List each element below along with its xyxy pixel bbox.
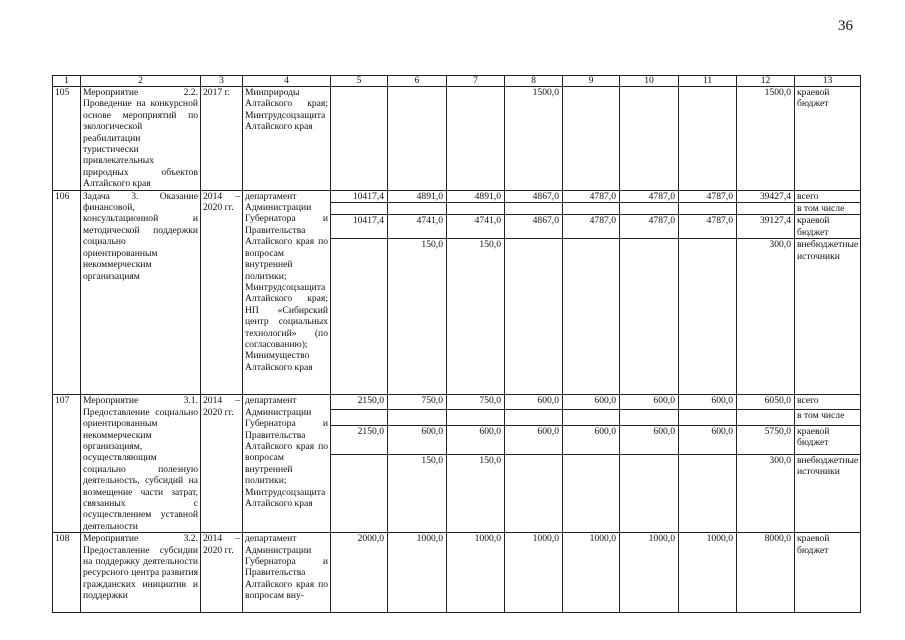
amount-cell: 4787,0 (620, 190, 679, 202)
amount-cell (505, 239, 563, 395)
amount-cell (331, 239, 388, 395)
executors-cell: департамент Администрации Губернатора и Правительства Алтайского края по вопросам внутренней политики; Минтрудсоцзащита Алтайского края; НП «Сибирский центр социальных технологий» (по согласованию); Минимущество Алтайского края (243, 190, 331, 395)
amount-cell (679, 454, 737, 532)
column-number-cell: 8 (505, 76, 563, 87)
amount-cell (620, 239, 679, 395)
amount-cell: 600,0 (563, 425, 620, 454)
amount-cell: 1000,0 (447, 533, 505, 613)
column-number-cell: 5 (331, 76, 388, 87)
amount-cell: 150,0 (447, 239, 505, 395)
amount-cell (388, 410, 447, 425)
table-body (53, 76, 861, 613)
amount-cell: 4891,0 (447, 190, 505, 202)
table-row (53, 533, 861, 613)
amount-cell: 300,0 (737, 239, 795, 395)
executors-cell: департамент Администрации Губернатора и Правительства Алтайского края по вопросам внутренней политики; Минтрудсоцзащита Алтайского края (243, 395, 331, 533)
row-number-cell: 108 (53, 533, 81, 613)
amount-cell (331, 410, 388, 425)
amount-cell: 4787,0 (679, 215, 737, 239)
amount-cell: 1500,0 (737, 87, 795, 191)
column-number-cell: 11 (679, 76, 737, 87)
funding-source-cell: краевой бюджет (795, 87, 861, 191)
amount-cell (620, 410, 679, 425)
amount-cell (505, 454, 563, 532)
amount-cell: 150,0 (388, 239, 447, 395)
activity-name-cell: Мероприятие 2.2. Проведение на конкурсной основе мероприятий по экологической реабилитации туристически привлекательных природных объектов Алтайского края (81, 87, 201, 191)
amount-cell: 4741,0 (388, 215, 447, 239)
column-number-cell: 2 (81, 76, 201, 87)
executors-cell: Минприроды Алтайского края; Минтрудсоцзащита Алтайского края (243, 87, 331, 191)
amount-cell: 600,0 (679, 425, 737, 454)
column-number-cell: 7 (447, 76, 505, 87)
amount-cell: 2150,0 (331, 425, 388, 454)
amount-cell: 6050,0 (737, 395, 795, 410)
funding-source-cell: краевой бюджет (795, 425, 861, 454)
amount-cell: 39427,4 (737, 190, 795, 202)
amount-cell: 4787,0 (679, 190, 737, 202)
amount-cell (563, 410, 620, 425)
column-number-cell: 10 (620, 76, 679, 87)
program-activities-table (52, 75, 861, 613)
amount-cell (331, 203, 388, 215)
column-number-cell: 6 (388, 76, 447, 87)
activity-name-cell: Мероприятие 3.1. Предоставление социально ориентированным некоммерческим организациям, осуществляющим социально полезную деятельность, субсидий на возмещение части затрат, связанных с осуществлением уставной деятельности (81, 395, 201, 533)
amount-cell (679, 203, 737, 215)
amount-cell: 600,0 (505, 425, 563, 454)
amount-cell: 4741,0 (447, 215, 505, 239)
column-number-cell: 4 (243, 76, 331, 87)
column-number-row (53, 76, 861, 87)
amount-cell: 8000,0 (737, 533, 795, 613)
amount-cell (563, 87, 620, 191)
amount-cell (388, 87, 447, 191)
amount-cell: 1000,0 (679, 533, 737, 613)
column-number-cell: 9 (563, 76, 620, 87)
amount-cell: 10417,4 (331, 215, 388, 239)
amount-cell (620, 454, 679, 532)
funding-source-cell: внебюджетные источники (795, 239, 861, 395)
funding-source-cell: в том числе (795, 203, 861, 215)
amount-cell (679, 410, 737, 425)
column-number-cell: 1 (53, 76, 81, 87)
amount-cell: 600,0 (388, 425, 447, 454)
table-row (53, 87, 861, 191)
page-number: 36 (838, 18, 853, 34)
column-number-cell: 3 (201, 76, 243, 87)
amount-cell: 4867,0 (505, 215, 563, 239)
amount-cell (679, 87, 737, 191)
amount-cell: 750,0 (388, 395, 447, 410)
period-cell: 2014 – 2020 гг. (201, 533, 243, 613)
amount-cell: 2000,0 (331, 533, 388, 613)
amount-cell: 1000,0 (505, 533, 563, 613)
amount-cell: 1000,0 (388, 533, 447, 613)
row-number-cell: 106 (53, 190, 81, 395)
amount-cell: 600,0 (679, 395, 737, 410)
column-number-cell: 13 (795, 76, 861, 87)
amount-cell: 150,0 (388, 454, 447, 532)
row-number-cell: 105 (53, 87, 81, 191)
amount-cell: 2150,0 (331, 395, 388, 410)
amount-cell: 600,0 (447, 425, 505, 454)
amount-cell (737, 203, 795, 215)
amount-cell (388, 203, 447, 215)
amount-cell: 10417,4 (331, 190, 388, 202)
amount-cell (737, 410, 795, 425)
amount-cell (331, 454, 388, 532)
amount-cell (447, 87, 505, 191)
amount-cell (505, 203, 563, 215)
amount-cell: 1500,0 (505, 87, 563, 191)
amount-cell (331, 87, 388, 191)
amount-cell: 1000,0 (563, 533, 620, 613)
amount-cell: 4787,0 (563, 190, 620, 202)
amount-cell: 39127,4 (737, 215, 795, 239)
amount-cell (505, 410, 563, 425)
funding-source-cell: краевой бюджет (795, 533, 861, 613)
activity-name-cell: Мероприятие 3.2. Предоставление субсидии на поддержку деятельности ресурсного центра развития гражданских инициатив и поддержки (81, 533, 201, 613)
amount-cell (563, 203, 620, 215)
amount-cell: 5750,0 (737, 425, 795, 454)
funding-source-cell: краевой бюджет (795, 215, 861, 239)
funding-source-cell: всего (795, 190, 861, 202)
amount-cell: 4867,0 (505, 190, 563, 202)
activity-name-cell: Задача 3. Оказание финансовой, консультационной и методической поддержки социально ориентированным некоммерческим организациям (81, 190, 201, 395)
amount-cell: 600,0 (563, 395, 620, 410)
amount-cell: 600,0 (620, 395, 679, 410)
amount-cell: 600,0 (620, 425, 679, 454)
amount-cell: 300,0 (737, 454, 795, 532)
funding-source-cell: в том числе (795, 410, 861, 425)
table-row (53, 190, 861, 202)
table-row (53, 395, 861, 410)
amount-cell (447, 203, 505, 215)
amount-cell: 750,0 (447, 395, 505, 410)
amount-cell (620, 87, 679, 191)
period-cell: 2014 – 2020 гг. (201, 190, 243, 395)
amount-cell (563, 239, 620, 395)
amount-cell: 150,0 (447, 454, 505, 532)
amount-cell: 4787,0 (563, 215, 620, 239)
column-number-cell: 12 (737, 76, 795, 87)
period-cell: 2014 – 2020 гг. (201, 395, 243, 533)
funding-source-cell: внебюджетные источники (795, 454, 861, 532)
amount-cell (679, 239, 737, 395)
executors-cell: департамент Администрации Губернатора и Правительства Алтайского края по вопросам вну- (243, 533, 331, 613)
amount-cell (447, 410, 505, 425)
row-number-cell: 107 (53, 395, 81, 533)
amount-cell: 4787,0 (620, 215, 679, 239)
funding-source-cell: всего (795, 395, 861, 410)
amount-cell (620, 203, 679, 215)
amount-cell: 1000,0 (620, 533, 679, 613)
amount-cell (563, 454, 620, 532)
period-cell: 2017 г. (201, 87, 243, 191)
amount-cell: 600,0 (505, 395, 563, 410)
amount-cell: 4891,0 (388, 190, 447, 202)
